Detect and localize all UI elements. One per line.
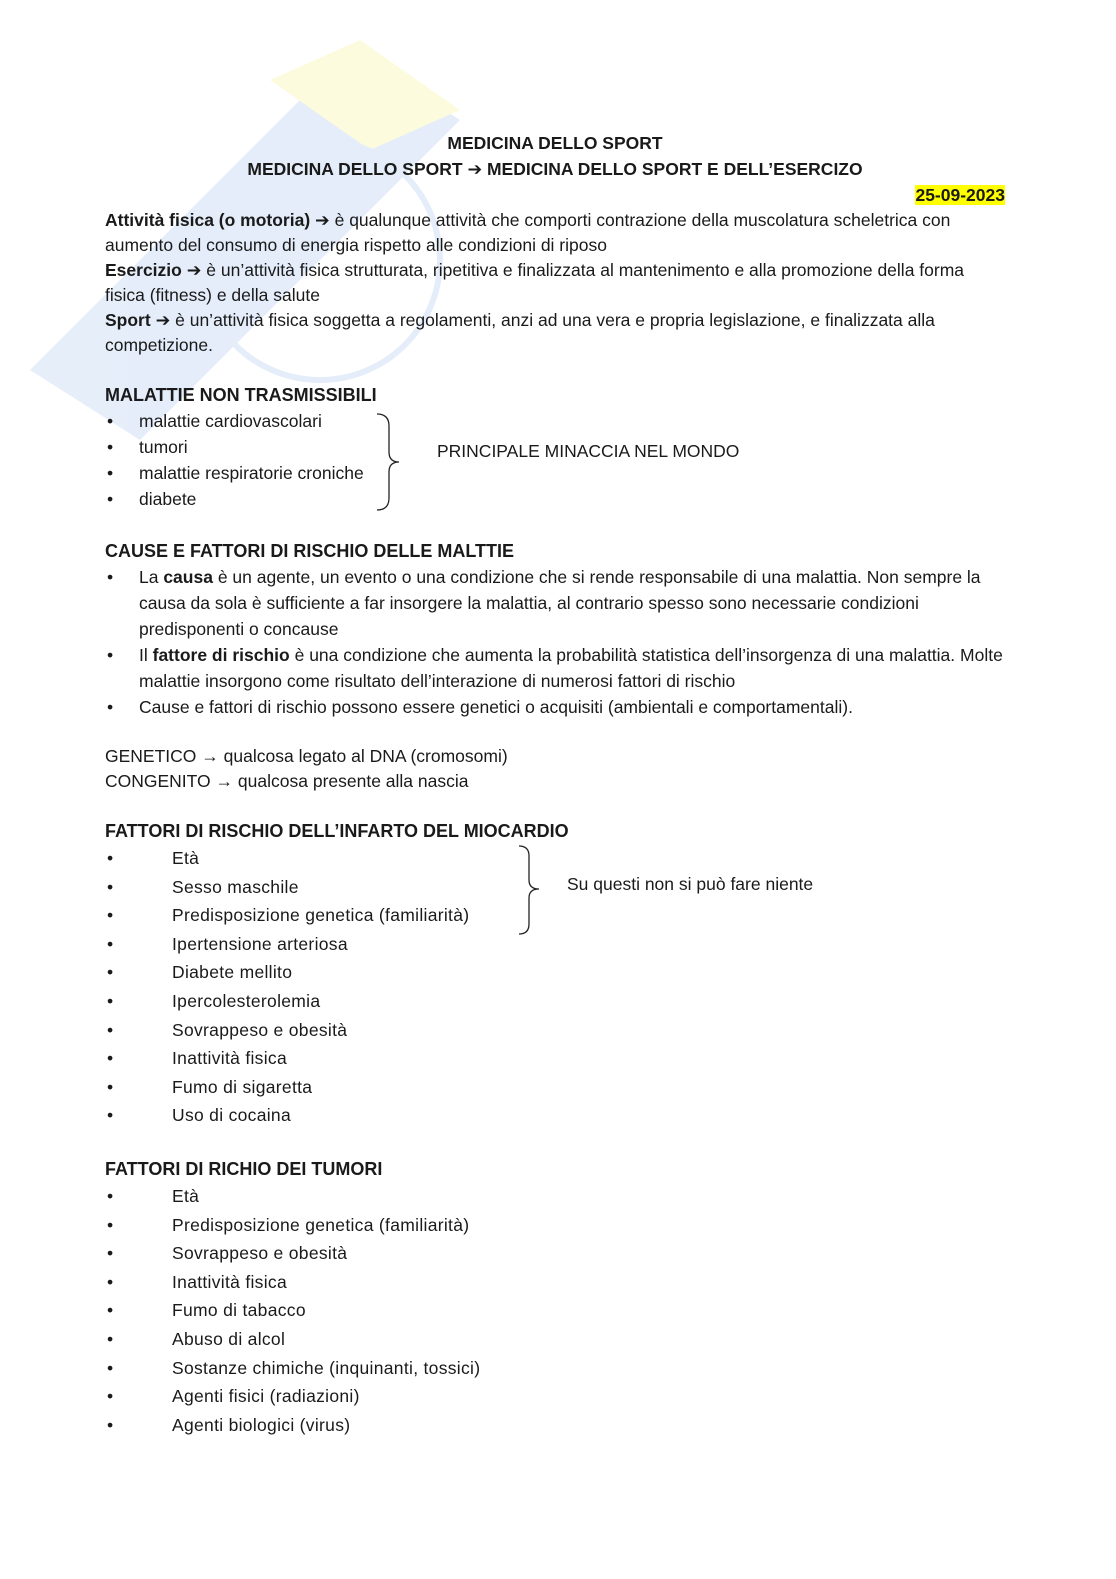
list-item: • Uso di cocaina [105, 1101, 1005, 1130]
arrow-right-icon: → [201, 746, 219, 766]
list-item: • Ipertensione arteriosa [105, 930, 1005, 959]
infarto-list [105, 844, 1005, 1130]
list-item: • Età [105, 1182, 1005, 1211]
list-item: • Ipercolesterolemia [105, 987, 1005, 1016]
arrow-right-icon: ➔ [186, 260, 202, 280]
page-subtitle: MEDICINA DELLO SPORT ➔ MEDICINA DELLO SPORT E DELL’ESERCIZO [247, 159, 863, 179]
list-item: • Fumo di tabacco [105, 1296, 1005, 1325]
list-item: • Fumo di sigaretta [105, 1073, 1005, 1102]
arrow-right-icon: ➔ [155, 310, 171, 330]
section-heading-causes: CAUSE E FATTORI DI RISCHIO DELLE MALTTIE [105, 541, 515, 561]
page-title: MEDICINA DELLO SPORT [447, 133, 663, 153]
section-heading-infarto: FATTORI DI RISCHIO DELL’INFARTO DEL MIOCARDIO [105, 821, 569, 841]
list-item: • Predisposizione genetica (familiarità) [105, 901, 1005, 930]
ncd-list-group [105, 408, 1005, 512]
list-item: • Sovrappeso e obesità [105, 1016, 1005, 1045]
list-item: • Sostanze chimiche (inquinanti, tossici) [105, 1354, 1005, 1383]
causes-list [105, 564, 1005, 720]
list-item: • Sovrappeso e obesità [105, 1239, 1005, 1268]
list-item: • Diabete mellito [105, 958, 1005, 987]
list-item: • Abuso di alcol [105, 1325, 1005, 1354]
term-congenito: CONGENITO → qualcosa presente alla nascia [105, 771, 469, 791]
tumori-list [105, 1182, 1005, 1439]
ncd-bracket-label: PRINCIPALE MINACCIA NEL MONDO [437, 441, 740, 461]
section-heading-ncd: MALATTIE NON TRASMISSIBILI [105, 385, 377, 405]
infarto-list-group [105, 844, 1005, 1130]
arrow-right-icon: ➔ [467, 159, 483, 179]
definition-sport: Sport ➔ è un’attività fisica soggetta a regolamenti, anzi ad una vera e propria legislazione, e finalizzata alla competizione. [105, 310, 935, 355]
list-item: • tumori [105, 434, 1005, 460]
list-item: • Età [105, 844, 1005, 873]
date-highlight: 25-09-2023 [915, 185, 1005, 205]
list-item: • Cause e fattori di rischio possono essere genetici o acquisiti (ambientali e comportamentali). [105, 694, 1005, 720]
list-item: • malattie cardiovascolari [105, 408, 1005, 434]
list-item: • malattie respiratorie croniche [105, 460, 1005, 486]
list-item: • Il fattore di rischio è una condizione che aumenta la probabilità statistica dell’insorgenza di una malattia. Molte malattie insorgono come risultato dell’interazione di numerosi fattori di rischio [105, 642, 1005, 694]
term-genetico: GENETICO → qualcosa legato al DNA (cromosomi) [105, 746, 508, 766]
definition-attivita: Attività fisica (o motoria) ➔ è qualunque attività che comporti contrazione della muscolatura scheletrica con aumento del consumo di energia rispetto alle condizioni di riposo [105, 210, 951, 255]
list-item: • La causa è un agente, un evento o una condizione che si rende responsabile di una malattia. Non sempre la causa da sola è sufficiente a far insorgere la malattia, al contrario spesso sono necessarie condizioni predisponenti o concause [105, 564, 1005, 642]
document-page [105, 130, 1005, 1439]
definition-esercizio: Esercizio ➔ è un’attività fisica strutturata, ripetitiva e finalizzata al mantenimento e alla promozione della forma fisica (fitness) e della salute [105, 260, 965, 305]
arrow-right-icon: → [215, 771, 234, 791]
list-item: • diabete [105, 486, 1005, 512]
arrow-right-icon: ➔ [315, 210, 330, 230]
curly-brace-icon [375, 412, 415, 512]
section-heading-tumori: FATTORI DI RICHIO DEI TUMORI [105, 1158, 383, 1179]
list-item: • Agenti biologici (virus) [105, 1411, 1005, 1440]
list-item: • Predisposizione genetica (familiarità) [105, 1211, 1005, 1240]
list-item: • Inattività fisica [105, 1044, 1005, 1073]
list-item: • Inattività fisica [105, 1268, 1005, 1297]
list-item: • Sesso maschile [105, 873, 1005, 902]
list-item: • Agenti fisici (radiazioni) [105, 1382, 1005, 1411]
curly-brace-icon [517, 844, 547, 936]
infarto-bracket-label: Su questi non si può fare niente [567, 874, 814, 894]
